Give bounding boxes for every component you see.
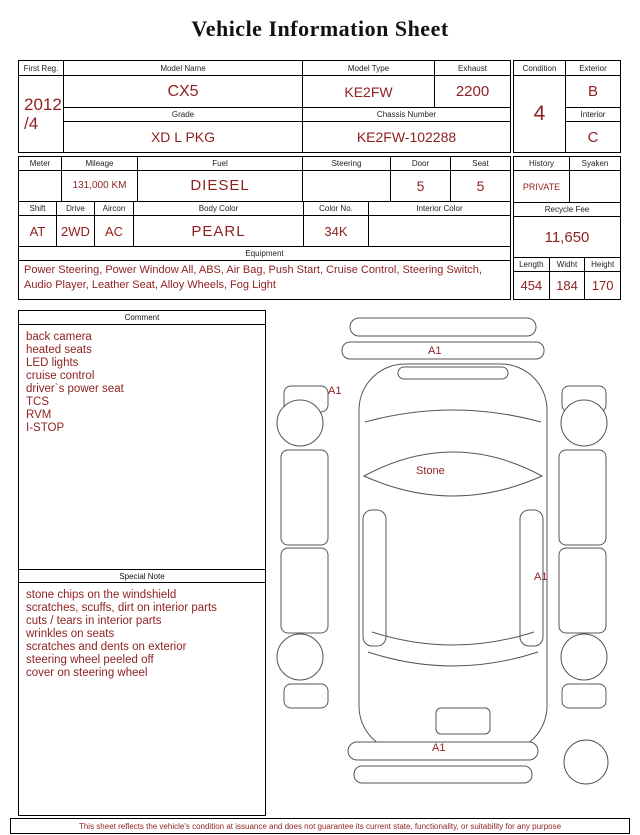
seat-label: Seat xyxy=(451,157,510,170)
comment-header: Comment xyxy=(19,311,265,325)
comment-item: driver`s power seat xyxy=(26,383,124,395)
syaken-label: Syaken xyxy=(570,157,620,170)
body-color-label: Body Color xyxy=(134,202,303,215)
spec-value-row-1 xyxy=(19,171,510,201)
first-reg-year: 2012 xyxy=(24,95,62,114)
drive-label: Drive xyxy=(57,202,94,215)
meter-value xyxy=(19,171,61,201)
width-value: 184 xyxy=(550,272,585,299)
shift-value: AT xyxy=(19,216,56,246)
equipment-value-row xyxy=(19,261,510,299)
exterior-label: Exterior xyxy=(566,61,620,75)
mileage-label: Mileage xyxy=(62,157,137,170)
color-no-value: 34K xyxy=(304,216,368,246)
history-dimensions-table xyxy=(513,156,621,300)
condition-label: Condition xyxy=(514,61,565,75)
steering-label: Steering xyxy=(303,157,390,170)
chassis-number-value: KE2FW-102288 xyxy=(303,122,510,152)
interior-label: Interior xyxy=(566,108,620,121)
history-value: PRIVATE xyxy=(514,171,569,202)
wheel-icon xyxy=(561,400,607,446)
rear-bumper-strips xyxy=(348,740,608,784)
special-note-item: wrinkles on seats xyxy=(26,628,115,640)
model-type-value: KE2FW xyxy=(303,76,434,107)
comment-item: TCS xyxy=(26,396,49,408)
special-note-item: cuts / tears in interior parts xyxy=(26,615,162,627)
recycle-fee-label: Recycle Fee xyxy=(514,203,620,216)
comment-item: heated seats xyxy=(26,344,92,356)
color-no-label: Color No. xyxy=(304,202,368,215)
length-label: Length xyxy=(514,258,549,271)
comment-panel xyxy=(18,310,266,816)
exhaust-label: Exhaust xyxy=(435,61,510,75)
interior-color-label: Interior Color xyxy=(369,202,510,215)
identity-table xyxy=(18,60,511,153)
comment-item: LED lights xyxy=(26,357,79,369)
drive-value: 2WD xyxy=(57,216,94,246)
equipment-header-row xyxy=(19,247,510,260)
special-note-header: Special Note xyxy=(19,569,265,583)
front-bumper-strips xyxy=(342,318,544,359)
damage-label-left: A1 xyxy=(328,385,342,397)
interior-color-value xyxy=(369,216,510,246)
car-top-view xyxy=(359,364,547,752)
equipment-value: Power Steering, Power Window All, ABS, Air Bag, Push Start, Cruise Control, Steering Switch, Audio Player, Leather Seat, Alloy Wheels, Fog Light xyxy=(19,261,510,299)
door-value: 5 xyxy=(391,171,450,201)
exhaust-value: 2200 xyxy=(435,76,510,107)
first-reg-label: First Reg. xyxy=(19,61,63,75)
spec-value-row-2 xyxy=(19,216,510,246)
seat-value: 5 xyxy=(451,171,510,201)
car-left-side-view xyxy=(277,386,328,708)
footer-disclaimer: This sheet reflects the vehicle's condition at issuance and does not guarantee its current state, functionality, or suitability for any purpose xyxy=(10,818,630,834)
spec-header-row-1 xyxy=(19,157,510,170)
comment-item: cruise control xyxy=(26,370,95,382)
grade-label: Grade xyxy=(64,108,302,121)
meter-label: Meter xyxy=(19,157,61,170)
page-title: Vehicle Information Sheet xyxy=(191,16,449,41)
shift-label: Shift xyxy=(19,202,56,215)
recycle-fee-value-row xyxy=(514,217,620,257)
mileage-value: 131,000 KM xyxy=(62,171,137,201)
condition-value: 4 xyxy=(514,76,565,152)
grade-value: XD L PKG xyxy=(64,122,302,152)
first-reg-month: /4 xyxy=(24,114,39,133)
damage-label-top: A1 xyxy=(428,345,442,357)
syaken-value xyxy=(570,171,620,202)
wheel-icon xyxy=(277,634,323,680)
chassis-number-label: Chassis Number xyxy=(303,108,510,121)
special-note-item: scratches and dents on exterior xyxy=(26,641,187,653)
model-type-label: Model Type xyxy=(303,61,434,75)
history-header-row xyxy=(514,157,620,170)
dimensions-header-row xyxy=(514,258,620,271)
history-label: History xyxy=(514,157,569,170)
wheel-icon xyxy=(561,634,607,680)
model-name-label: Model Name xyxy=(64,61,302,75)
special-note-item: stone chips on the windshield xyxy=(26,589,177,601)
spec-table xyxy=(18,156,511,300)
exterior-value: B xyxy=(566,76,620,107)
condition-table xyxy=(513,60,621,153)
spare-wheel-icon xyxy=(564,740,608,784)
comment-list xyxy=(19,325,265,569)
damage-label-bottom: A1 xyxy=(432,742,446,754)
wheel-icon xyxy=(277,400,323,446)
height-value: 170 xyxy=(585,272,620,299)
damage-label-center: Stone xyxy=(416,465,445,477)
special-note-list xyxy=(19,583,265,815)
body-color-value: PEARL xyxy=(134,216,303,246)
interior-value: C xyxy=(566,122,620,152)
fuel-label: Fuel xyxy=(138,157,302,170)
steering-value xyxy=(303,171,390,201)
special-note-item: scratches, scuffs, dirt on interior parts xyxy=(26,602,217,614)
dimensions-value-row xyxy=(514,272,620,299)
aircon-label: Aircon xyxy=(95,202,133,215)
equipment-label: Equipment xyxy=(19,247,510,260)
history-value-row xyxy=(514,171,620,202)
car-damage-diagram xyxy=(268,310,622,815)
recycle-fee-header-row xyxy=(514,203,620,216)
aircon-value: AC xyxy=(95,216,133,246)
comment-item: I-STOP xyxy=(26,422,65,434)
car-diagram-svg xyxy=(268,310,622,815)
special-note-item: steering wheel peeled off xyxy=(26,654,154,666)
door-label: Door xyxy=(391,157,450,170)
spec-header-row-2 xyxy=(19,202,510,215)
comment-item: RVM xyxy=(26,409,52,421)
car-right-side-view xyxy=(559,386,607,708)
fuel-value: DIESEL xyxy=(138,171,302,201)
height-label: Height xyxy=(585,258,620,271)
model-name-value: CX5 xyxy=(64,76,302,107)
comment-item: back camera xyxy=(26,331,92,343)
recycle-fee-value: 11,650 xyxy=(514,217,620,257)
length-value: 454 xyxy=(514,272,549,299)
special-note-item: cover on steering wheel xyxy=(26,667,148,679)
damage-label-right: A1 xyxy=(534,571,548,583)
width-label: Widht xyxy=(550,258,585,271)
first-reg-value xyxy=(19,76,63,152)
